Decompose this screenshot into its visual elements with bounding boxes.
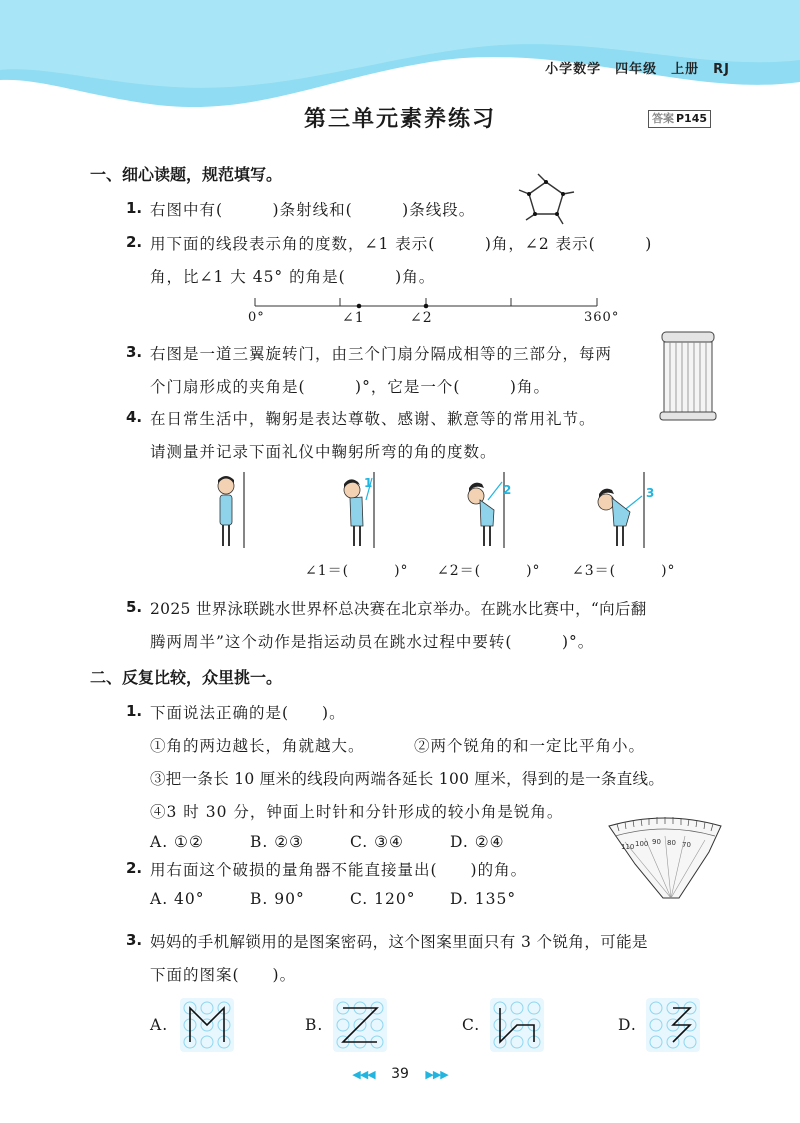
bow-blank-2: ∠2＝( )° bbox=[437, 563, 541, 579]
protractor-tick-80: 80 bbox=[667, 839, 676, 847]
s2-q2-option-a: A. 40° bbox=[150, 890, 205, 908]
s1-q4-number: 4. bbox=[126, 408, 143, 426]
bowing-person-figure-2 bbox=[460, 470, 520, 550]
protractor-tick-70: 70 bbox=[682, 841, 691, 849]
s1-q5-number: 5. bbox=[126, 598, 143, 616]
header-volume: 上册 bbox=[671, 62, 700, 77]
bowing-person-figure-1 bbox=[330, 470, 390, 550]
pattern-option-c-label: C. bbox=[462, 1016, 481, 1034]
s2-q2-stem: 用右面这个破损的量角器不能直接量出( )的角。 bbox=[150, 861, 528, 879]
revolving-door-figure bbox=[658, 328, 718, 424]
s2-q1-statement1: ①角的两边越长，角就越大。 bbox=[150, 737, 365, 755]
unlock-pattern-d bbox=[646, 998, 700, 1052]
s2-q1-statement4: ④3 时 30 分，钟面上时针和分针形成的较小角是锐角。 bbox=[150, 803, 564, 821]
s1-q2-line1: 用下面的线段表示角的度数，∠1 表示( )角，∠2 表示( ) bbox=[150, 235, 653, 253]
axis-label-end: 360° bbox=[584, 310, 620, 325]
bow-label-2: 2 bbox=[503, 483, 512, 497]
protractor-tick-90: 90 bbox=[652, 838, 661, 846]
s2-q2-number: 2. bbox=[126, 859, 143, 877]
s2-q3-line2: 下面的图案( )。 bbox=[150, 966, 297, 984]
page-number: 39 bbox=[391, 1066, 409, 1082]
axis-label-angle1: ∠1 bbox=[342, 310, 365, 326]
answer-label: 答案 bbox=[652, 112, 674, 125]
page-title: 第三单元素养练习 bbox=[303, 107, 496, 132]
s1-q4-line1: 在日常生活中，鞠躬是表达尊敬、感谢、歉意等的常用礼节。 bbox=[150, 410, 596, 428]
answer-page: P145 bbox=[676, 112, 708, 125]
s2-q1-option-d: D. ②④ bbox=[450, 833, 505, 851]
protractor-tick-100: 100 bbox=[635, 840, 649, 848]
bowing-person-figure-3 bbox=[590, 470, 660, 550]
s2-q1-statement3: ③把一条长 10 厘米的线段向两端各延长 100 厘米，得到的是一条直线。 bbox=[150, 770, 665, 788]
pentagon-rays-figure bbox=[516, 170, 576, 230]
s1-q2-line2: 角，比∠1 大 45° 的角是( )角。 bbox=[150, 268, 436, 286]
s2-q1-number: 1. bbox=[126, 702, 143, 720]
bow-blank-3: ∠3＝( )° bbox=[572, 563, 676, 579]
bow-label-3: 3 bbox=[646, 486, 655, 500]
s1-q2-number: 2. bbox=[126, 233, 143, 251]
unlock-pattern-b bbox=[333, 998, 387, 1052]
header-wave-banner bbox=[0, 0, 800, 110]
s2-q1-option-b: B. ②③ bbox=[250, 833, 305, 851]
section1-heading: 一、细心读题，规范填写。 bbox=[90, 165, 283, 184]
standing-person-figure bbox=[200, 470, 260, 550]
s2-q2-option-d: D. 135° bbox=[450, 890, 517, 908]
s1-q3-number: 3. bbox=[126, 343, 143, 361]
header-subject: 小学数学 bbox=[545, 62, 602, 77]
bow-label-1: 1 bbox=[364, 476, 373, 490]
section2-heading: 二、反复比较，众里挑一。 bbox=[90, 668, 283, 687]
left-arrows-icon: ◀◀◀ bbox=[352, 1068, 375, 1081]
broken-protractor-figure bbox=[605, 812, 725, 902]
s2-q3-number: 3. bbox=[126, 931, 143, 949]
s1-q1-text: 右图中有( )条射线和( )条线段。 bbox=[150, 201, 476, 219]
unlock-pattern-a bbox=[180, 998, 234, 1052]
protractor-tick-110: 110 bbox=[621, 843, 635, 851]
s1-q3-line2: 个门扇形成的夹角是( )°，它是一个( )角。 bbox=[150, 378, 550, 396]
axis-label-start: 0° bbox=[248, 310, 265, 325]
answer-reference bbox=[648, 110, 711, 128]
right-arrows-icon: ▶▶▶ bbox=[425, 1068, 448, 1081]
s2-q1-option-c: C. ③④ bbox=[350, 833, 404, 851]
header-book-info bbox=[531, 58, 730, 77]
unlock-pattern-c bbox=[490, 998, 544, 1052]
s1-q3-line1: 右图是一道三翼旋转门，由三个门扇分隔成相等的三部分，每两 bbox=[150, 345, 613, 363]
s1-q4-line2: 请测量并记录下面礼仪中鞠躬所弯的角的度数。 bbox=[150, 443, 497, 461]
pattern-option-b-label: B. bbox=[305, 1016, 324, 1034]
pattern-option-a-label: A. bbox=[150, 1016, 169, 1034]
s1-q1-number: 1. bbox=[126, 199, 143, 217]
s2-q2-option-b: B. 90° bbox=[250, 890, 305, 908]
s2-q1-stem: 下面说法正确的是( )。 bbox=[150, 704, 346, 722]
s1-q5-line2: 腾两周半”这个动作是指运动员在跳水过程中要转( )°。 bbox=[150, 633, 595, 651]
s2-q1-option-a: A. ①② bbox=[150, 833, 204, 851]
bow-blank-1: ∠1＝( )° bbox=[305, 563, 409, 579]
s2-q1-statement2: ②两个锐角的和一定比平角小。 bbox=[414, 737, 646, 755]
header-edition: RJ bbox=[713, 62, 730, 77]
s2-q3-line1: 妈妈的手机解锁用的是图案密码，这个图案里面只有 3 个锐角，可能是 bbox=[150, 933, 648, 951]
axis-label-angle2: ∠2 bbox=[410, 310, 433, 326]
page-number-footer bbox=[0, 1066, 800, 1082]
pattern-option-d-label: D. bbox=[618, 1016, 637, 1034]
s1-q5-line1: 2025 世界泳联跳水世界杯总决赛在北京举办。在跳水比赛中，“向后翻 bbox=[150, 600, 647, 618]
header-grade: 四年级 bbox=[615, 62, 658, 77]
s2-q2-option-c: C. 120° bbox=[350, 890, 416, 908]
